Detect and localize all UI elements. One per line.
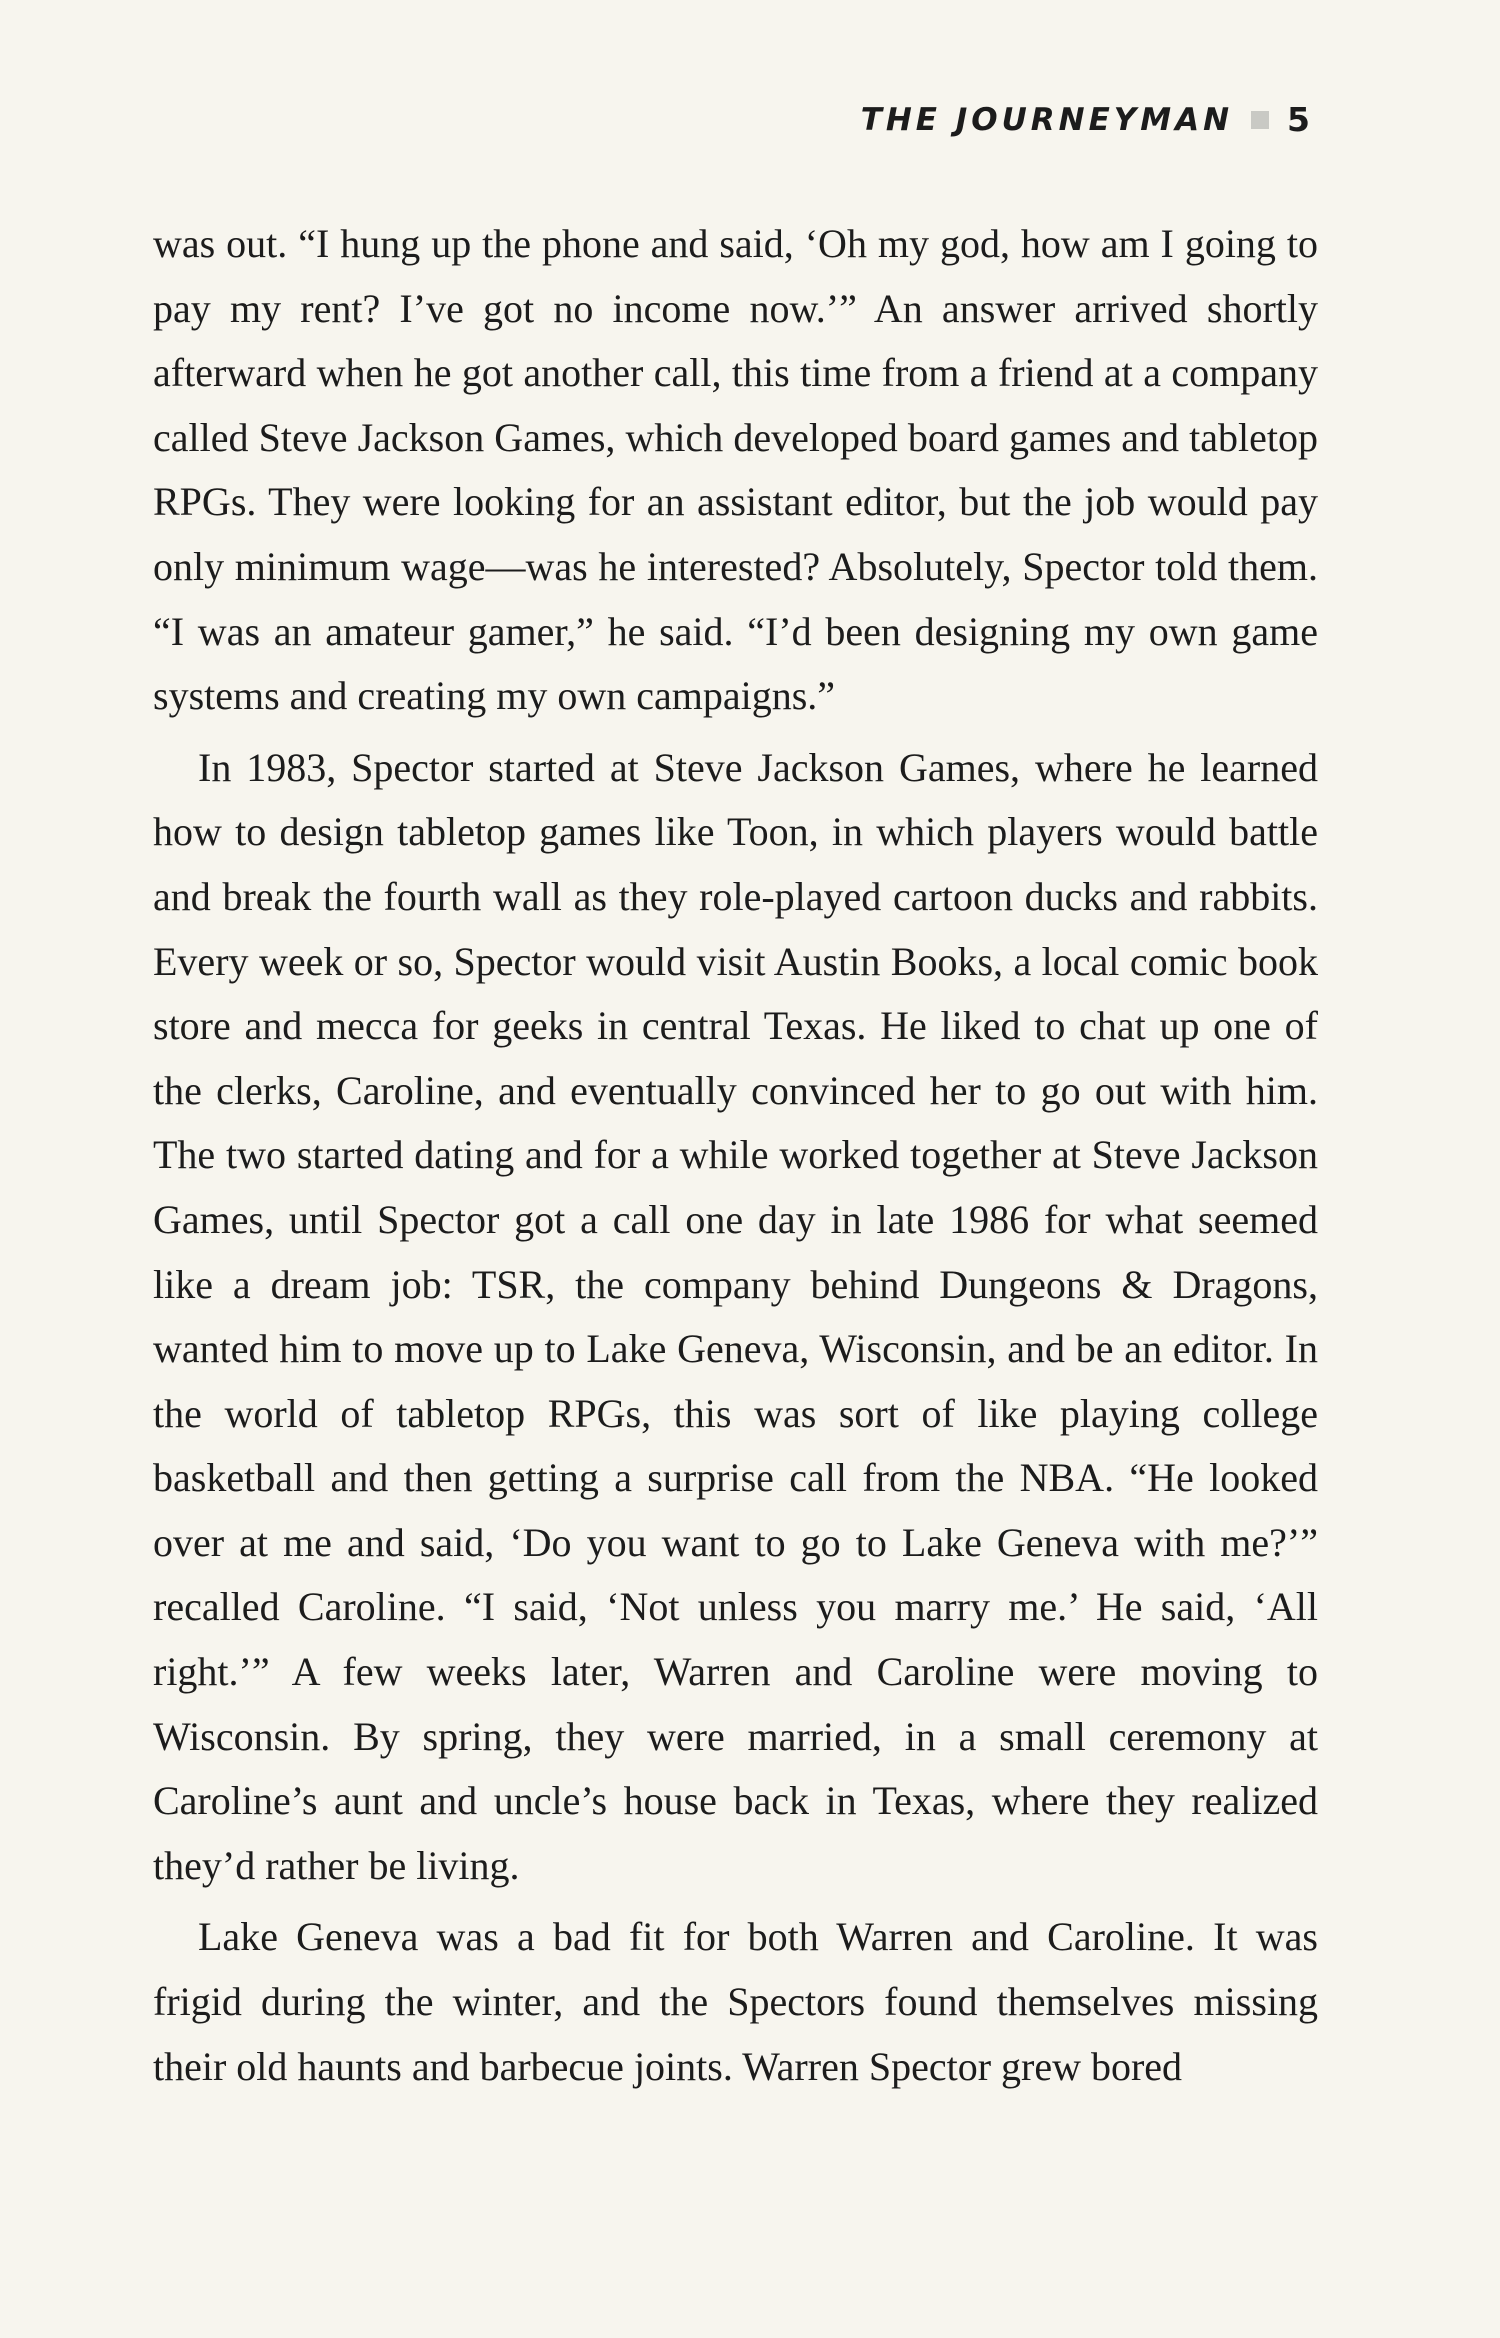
book-title: THE JOURNEYMAN — [860, 101, 1234, 138]
body-text — [153, 212, 1318, 2106]
running-header — [861, 100, 1310, 139]
page-number: 5 — [1287, 100, 1310, 139]
paragraph-1: was out. “I hung up the phone and said, ‘Oh my god, how am I going to pay my rent? I’ve got no income now.’” An answer arrived shortly afterward when he got another call, this time from a friend at a company called Steve Jackson Games, which developed board games and tabletop RPGs. They were looking for an assistant editor, but the job would pay only minimum wage—was he interested? Absolutely, Spector told them. “I was an amateur gamer,” he said. “I’d been designing my own game systems and creating my own campaigns.” — [153, 221, 1318, 719]
square-ornament-icon — [1251, 111, 1269, 129]
paragraph-3: Lake Geneva was a bad fit for both Warren and Caroline. It was frigid during the winter, and the Spectors found themselves missing their old haunts and barbecue joints. Warren Spector grew bored — [153, 1914, 1318, 2089]
paragraph-2: In 1983, Spector started at Steve Jackson Games, where he learned how to design tabletop games like Toon, in which players would battle and break the fourth wall as they role-played cartoon ducks and rabbits. Every week or so, Spector would visit Austin Books, a local comic book store and mecca for geeks in central Texas. He liked to chat up one of the clerks, Caroline, and eventually convinced her to go out with him. The two started dating and for a while worked together at Steve Jackson Games, until Spector got a call one day in late 1986 for what seemed like a dream job: TSR, the company behind Dungeons & Dragons, wanted him to move up to Lake Geneva, Wisconsin, and be an editor. In the world of tabletop RPGs, this was sort of like playing college basketball and then getting a surprise call from the NBA. “He looked over at me and said, ‘Do you want to go to Lake Geneva with me?’” recalled Caroline. “I said, ‘Not unless you marry me.’ He said, ‘All right.’” A few weeks later, Warren and Caroline were moving to Wisconsin. By spring, they were married, in a small ceremony at Caroline’s aunt and uncle’s house back in Texas, where they realized they’d rather be living. — [153, 744, 1318, 1888]
